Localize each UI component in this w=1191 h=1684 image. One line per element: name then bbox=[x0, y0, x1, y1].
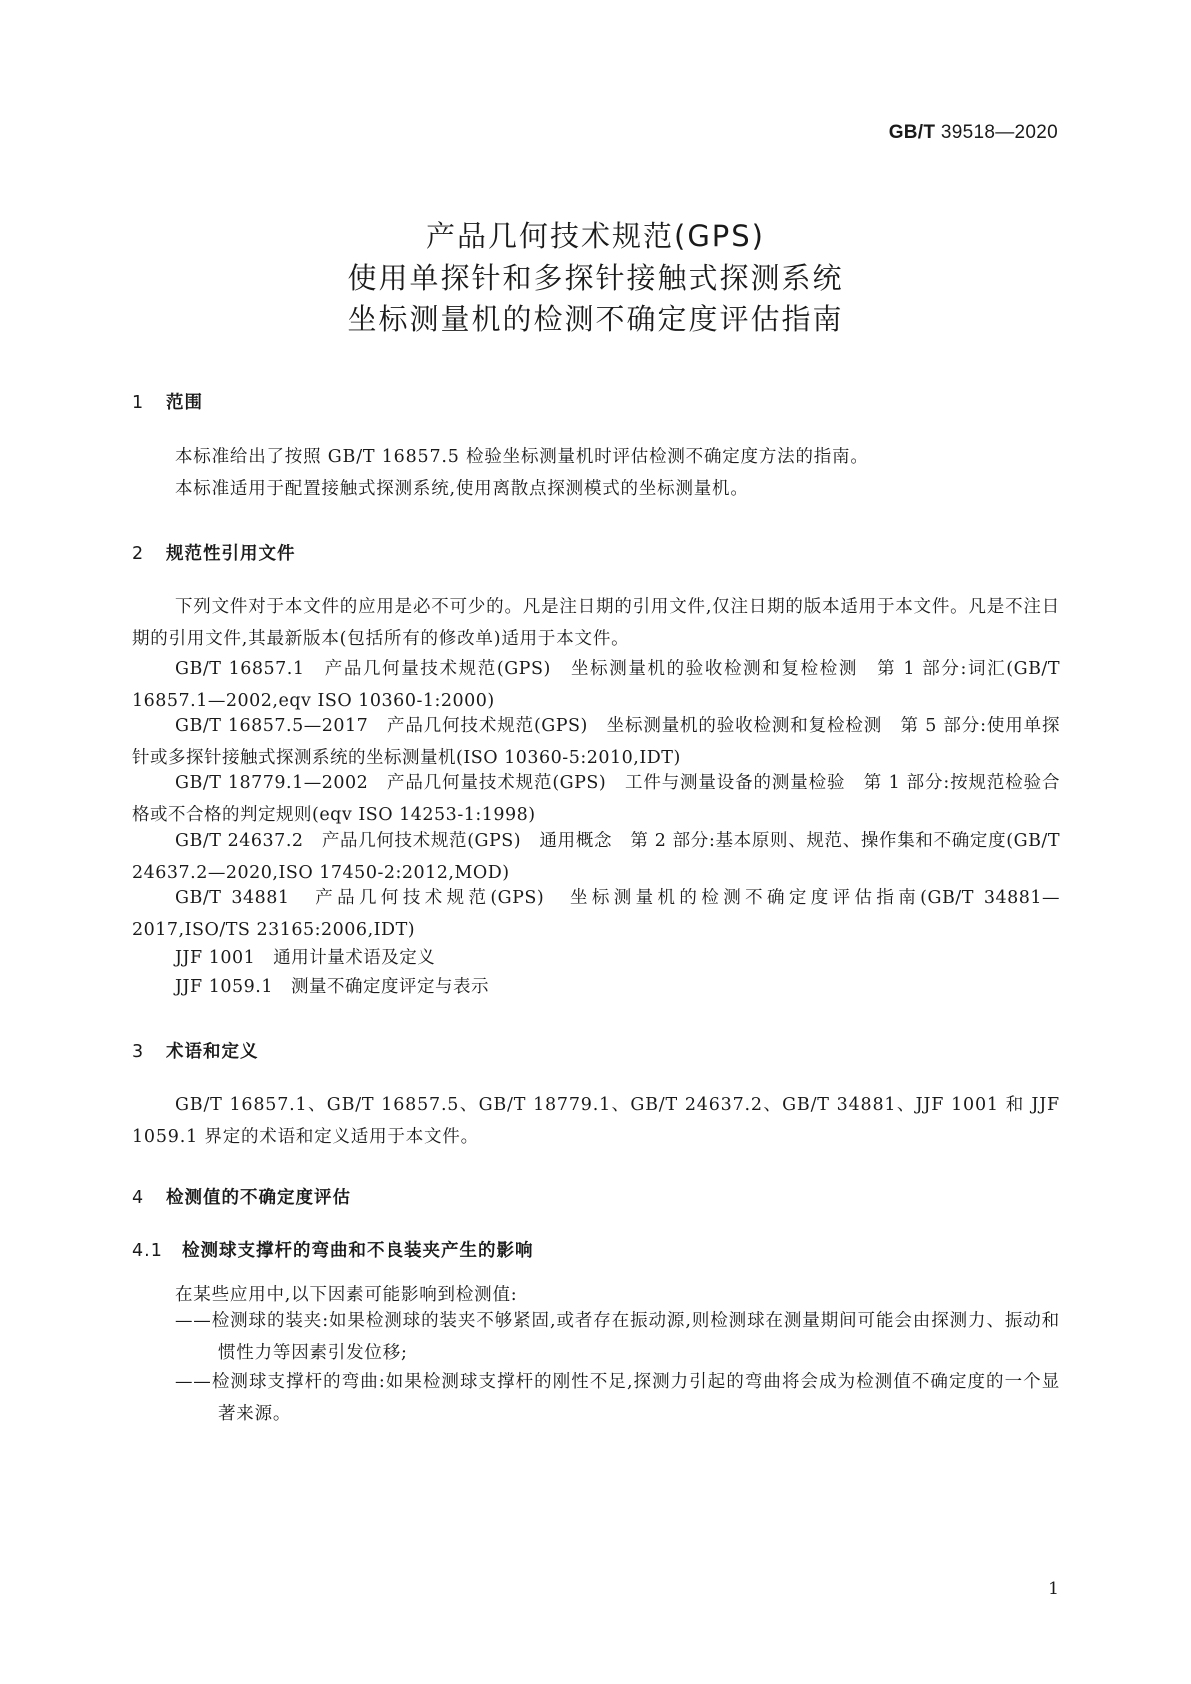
section-2-number: 2 bbox=[132, 544, 145, 564]
title-line-1: 产品几何技术规范(GPS) bbox=[426, 219, 765, 253]
section-4-1-title: 检测球支撑杆的弯曲和不良装夹产生的影响 bbox=[182, 1241, 534, 1261]
section-1-title: 范围 bbox=[166, 393, 203, 413]
section-3-title: 术语和定义 bbox=[166, 1042, 259, 1062]
standard-number bbox=[889, 122, 1058, 144]
section-2-intro: 下列文件对于本文件的应用是必不可少的。凡是注日期的引用文件,仅注日期的版本适用于本文件。凡是不注日期的引用文件,其最新版本(包括所有的修改单)适用于本文件。 bbox=[132, 597, 1060, 649]
section-4-1-number: 4.1 bbox=[132, 1241, 163, 1261]
section-2-heading bbox=[132, 540, 296, 565]
section-1-paragraph-2: 本标准适用于配置接触式探测系统,使用离散点探测模式的坐标测量机。 bbox=[175, 479, 749, 499]
section-4-title: 检测值的不确定度评估 bbox=[166, 1188, 351, 1208]
section-3-number: 3 bbox=[132, 1042, 145, 1062]
reference-item: GB/T 34881 产品几何技术规范(GPS) 坐标测量机的检测不确定度评估指南(GB/T 34881—2017,ISO/TS 23165:2006,IDT) bbox=[132, 888, 1060, 940]
section-1-number: 1 bbox=[132, 393, 145, 413]
reference-item: GB/T 16857.5—2017 产品几何技术规范(GPS) 坐标测量机的验收检测和复检检测 第 5 部分:使用单探针或多探针接触式探测系统的坐标测量机(ISO 10360-5:2010,IDT) bbox=[132, 716, 1060, 768]
page-number: 1 bbox=[1048, 1579, 1059, 1599]
reference-item: GB/T 16857.1 产品几何量技术规范(GPS) 坐标测量机的验收检测和复检检测 第 1 部分:词汇(GB/T 16857.1—2002,eqv ISO 10360-1:2000) bbox=[132, 659, 1060, 711]
section-4-1-heading bbox=[132, 1237, 534, 1262]
section-2-title: 规范性引用文件 bbox=[166, 544, 296, 564]
list-item: ——检测球支撑杆的弯曲:如果检测球支撑杆的刚性不足,探测力引起的弯曲将会成为检测值不确定度的一个显著来源。 bbox=[175, 1372, 1060, 1424]
reference-item: GB/T 18779.1—2002 产品几何量技术规范(GPS) 工件与测量设备的测量检验 第 1 部分:按规范检验合格或不合格的判定规则(eqv ISO 14253-1:1998) bbox=[132, 773, 1060, 825]
section-4-1-intro: 在某些应用中,以下因素可能影响到检测值: bbox=[175, 1285, 518, 1305]
section-4-number: 4 bbox=[132, 1188, 145, 1208]
reference-item: JJF 1001 通用计量术语及定义 bbox=[175, 948, 436, 968]
standard-code: GB/T bbox=[888, 122, 936, 143]
title-line-2: 使用单探针和多探针接触式探测系统 bbox=[347, 261, 844, 295]
list-item: ——检测球的装夹:如果检测球的装夹不够紧固,或者存在振动源,则检测球在测量期间可能会由探测力、振动和惯性力等因素引发位移; bbox=[175, 1311, 1060, 1363]
section-1-heading bbox=[132, 389, 203, 414]
section-1-paragraph-1: 本标准给出了按照 GB/T 16857.5 检验坐标测量机时评估检测不确定度方法的指南。 bbox=[175, 447, 869, 467]
reference-item: JJF 1059.1 测量不确定度评定与表示 bbox=[175, 977, 489, 997]
section-3-heading bbox=[132, 1038, 259, 1063]
section-3-paragraph: GB/T 16857.1、GB/T 16857.5、GB/T 18779.1、GB/T 24637.2、GB/T 34881、JJF 1001 和 JJF 1059.1 界定的术语和定义适用于本文件。 bbox=[132, 1095, 1060, 1147]
reference-item: GB/T 24637.2 产品几何技术规范(GPS) 通用概念 第 2 部分:基本原则、规范、操作集和不确定度(GB/T 24637.2—2020,ISO 17450-2:2012,MOD) bbox=[132, 831, 1060, 883]
title-line-3: 坐标测量机的检测不确定度评估指南 bbox=[347, 302, 844, 336]
standard-year: 39518—2020 bbox=[940, 122, 1058, 143]
section-4-heading bbox=[132, 1184, 351, 1209]
